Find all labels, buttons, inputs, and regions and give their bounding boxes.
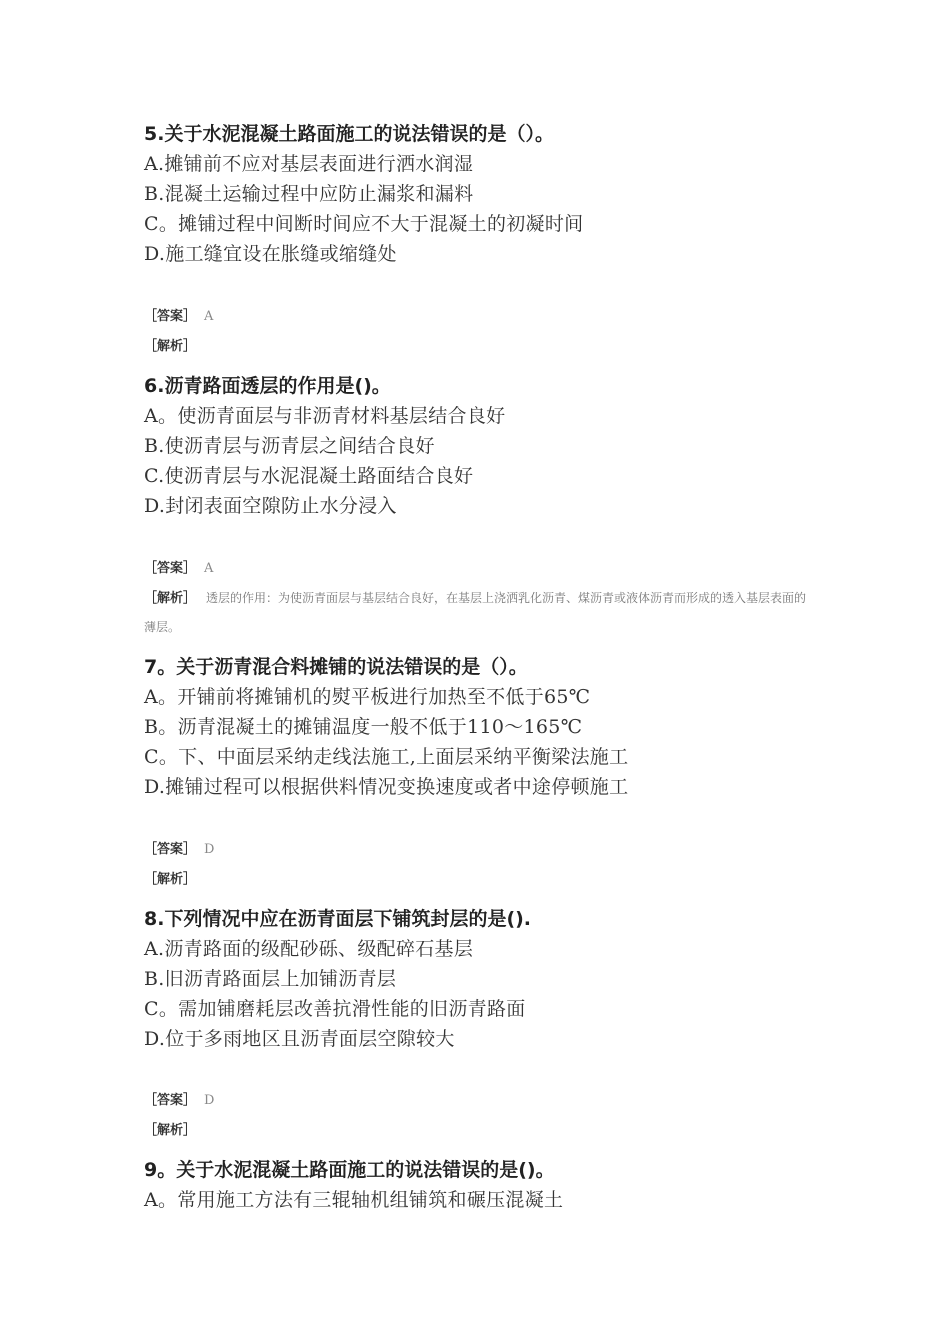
- question-title: 5.关于水泥混凝土路面施工的说法错误的是（）。: [144, 123, 554, 145]
- option-d: D.施工缝宜设在胀缝或缩缝处: [144, 243, 397, 265]
- option-d: D.位于多雨地区且沥青面层空隙较大: [144, 1028, 455, 1050]
- option-d: D.摊铺过程可以根据供料情况变换速度或者中途停顿施工: [144, 776, 629, 798]
- option-b: B.使沥青层与沥青层之间结合良好: [144, 435, 435, 457]
- option-a: A。开铺前将摊铺机的熨平板进行加热至不低于65℃: [144, 686, 591, 708]
- analysis-text: 透层的作用：为使沥青面层与基层结合良好，在基层上浇洒乳化沥青、煤沥青或液体沥青而形成的透入基层表面的薄层。: [144, 591, 807, 634]
- answer-line: [144, 835, 214, 865]
- answer-label: ［答案］: [144, 309, 197, 324]
- answer-label: ［答案］: [144, 561, 197, 576]
- answer-value: A: [204, 309, 214, 324]
- option-a: A.摊铺前不应对基层表面进行洒水润湿: [144, 153, 474, 175]
- option-b: B.混凝土运输过程中应防止漏浆和漏料: [144, 183, 474, 205]
- analysis-line: [144, 584, 814, 642]
- option-c: C。需加铺磨耗层改善抗滑性能的旧沥青路面: [144, 998, 526, 1020]
- question-title: 9。关于水泥混凝土路面施工的说法错误的是()。: [144, 1159, 555, 1181]
- analysis-line: [144, 865, 196, 895]
- analysis-label: ［解析］: [144, 1123, 197, 1138]
- analysis-line: [144, 1116, 196, 1146]
- answer-label: ［答案］: [144, 842, 197, 857]
- question-6: [144, 371, 505, 521]
- question-7: [144, 652, 628, 802]
- question-9: [144, 1155, 563, 1215]
- question-8: [144, 904, 531, 1054]
- option-b: B。沥青混凝土的摊铺温度一般不低于110～165℃: [144, 716, 583, 738]
- answer-line: [144, 1086, 214, 1116]
- analysis-label: ［解析］: [144, 591, 197, 606]
- option-a: A。常用施工方法有三辊轴机组铺筑和碾压混凝土: [144, 1189, 564, 1211]
- analysis-line: [144, 332, 196, 362]
- question-title: 7。关于沥青混合料摊铺的说法错误的是（）。: [144, 656, 528, 678]
- option-c: C。摊铺过程中间断时间应不大于混凝土的初凝时间: [144, 213, 584, 235]
- answer-label: ［答案］: [144, 1093, 197, 1108]
- option-b: B.旧沥青路面层上加铺沥青层: [144, 968, 397, 990]
- answer-value: D: [204, 842, 215, 857]
- analysis-label: ［解析］: [144, 872, 197, 887]
- answer-value: D: [204, 1093, 215, 1108]
- option-a: A.沥青路面的级配砂砾、级配碎石基层: [144, 938, 474, 960]
- option-d: D.封闭表面空隙防止水分浸入: [144, 495, 397, 517]
- question-title: 6.沥青路面透层的作用是()。: [144, 375, 391, 397]
- answer-line: [144, 302, 213, 332]
- analysis-label: ［解析］: [144, 339, 197, 354]
- question-title: 8.下列情况中应在沥青面层下铺筑封层的是().: [144, 908, 532, 930]
- option-a: A。使沥青面层与非沥青材料基层结合良好: [144, 405, 506, 427]
- answer-value: A: [204, 561, 214, 576]
- option-c: C。下、中面层采纳走线法施工,上面层采纳平衡梁法施工: [144, 746, 629, 768]
- option-c: C.使沥青层与水泥混凝土路面结合良好: [144, 465, 474, 487]
- question-5: [144, 119, 583, 269]
- answer-line: [144, 554, 213, 584]
